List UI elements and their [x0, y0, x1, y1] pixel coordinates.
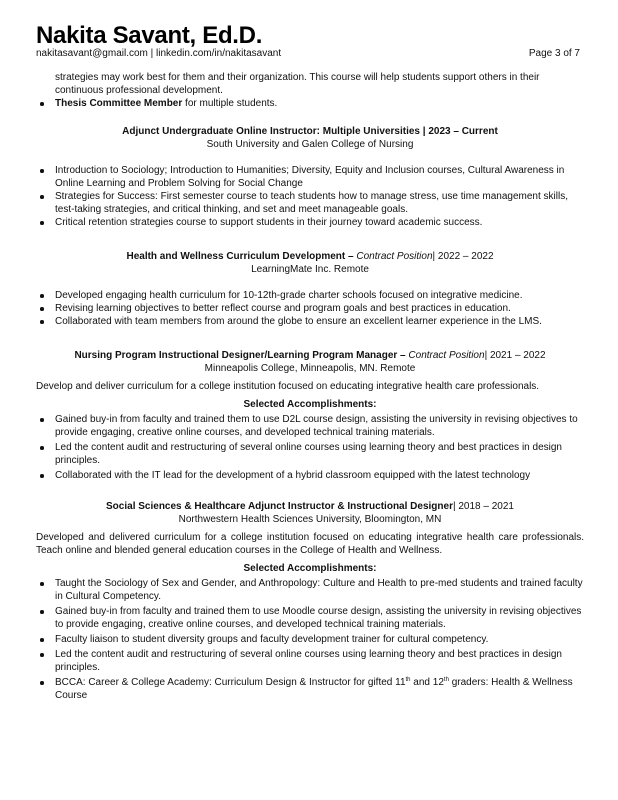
list-item: Introduction to Sociology; Introduction to Humanities; Diversity, Equity and Inclusion courses, Cultural Awareness in Online Learning and Problem Solving for Social Change [36, 164, 584, 190]
thesis-role: Thesis Committee Member [55, 98, 183, 109]
accomplishments-heading: Selected Accomplishments: [243, 563, 377, 574]
contact-line [36, 48, 584, 59]
list-item: BCCA: Career & College Academy: Curriculum Design & Instructor for gifted 11th and 12th graders: Health & Wellness Course [36, 676, 584, 702]
list-item: Taught the Sociology of Sex and Gender, and Anthropology: Culture and Health to pre-med students and trained faculty in Cultural Competency. [36, 577, 584, 603]
list-item: Led the content audit and restructuring of several online courses using learning theory and best practices in design principles. [36, 441, 584, 467]
contract-label: Contract Position [408, 350, 485, 361]
job-description: Develop and deliver curriculum for a college institution focused on educating integrative health care professionals. [36, 381, 540, 392]
contract-label: Contract Position [356, 251, 433, 262]
job-organization: Minneapolis College, Minneapolis, MN. Remote [204, 363, 416, 374]
list-item: Collaborated with team members from around the globe to ensure an excellent learner experience in the LMS. [36, 315, 584, 328]
list-item: Strategies for Success: First semester course to teach students how to manage stress, use time management skills, test-taking strategies, and critical thinking, and set and meet manageable goals. [36, 190, 584, 216]
job-entry [36, 500, 584, 702]
job-years: | 2021 – 2022 [484, 350, 546, 361]
list-item: Faculty liaison to student diversity groups and faculty development trainer for cultural competency. [36, 633, 584, 646]
job-title: Health and Wellness Curriculum Development – Contract Position| 2022 – 2022 [126, 251, 494, 262]
list-item: Collaborated with the IT lead for the development of a hybrid classroom equipped with the latest technology [36, 469, 584, 482]
job-entry [36, 250, 584, 328]
list-item: Revising learning objectives to better reflect course and program goals and best practices in education. [36, 302, 584, 315]
job-entry [36, 125, 584, 229]
job-organization: Northwestern Health Sciences University, Bloomington, MN [178, 514, 442, 525]
linkedin-link[interactable]: linkedin.com/in/nakitasavant [156, 48, 282, 59]
job-bullets [36, 289, 584, 328]
job-years: | 2023 – Current [422, 126, 498, 137]
job-years: | 2022 – 2022 [432, 251, 494, 262]
job-description: Developed and delivered curriculum for a college institution focused on educating integrative health care professionals. Teach online and blended general education courses in the College of Health and Wellness. [36, 532, 584, 556]
job-bullets [36, 577, 584, 702]
job-title: Adjunct Undergraduate Online Instructor: Multiple Universities | 2023 – Current [122, 126, 498, 137]
job-organization: South University and Galen College of Nursing [206, 139, 414, 150]
list-item: Critical retention strategies course to support students in their journey toward academic success. [36, 216, 584, 229]
carryover-list [36, 71, 584, 110]
job-years: | 2018 – 2021 [452, 501, 514, 512]
job-organization: LearningMate Inc. Remote [251, 264, 369, 275]
job-title: Nursing Program Instructional Designer/Learning Program Manager – Contract Position| 2021 – 2022 [74, 350, 546, 361]
job-entry [36, 349, 584, 482]
list-item: Developed engaging health curriculum for 10-12th-grade charter schools focused on integrative medicine. [36, 289, 584, 302]
job-title: Social Sciences & Healthcare Adjunct Instructor & Instructional Designer| 2018 – 2021 [106, 501, 514, 512]
list-item: Gained buy-in from faculty and trained them to use D2L course design, assisting the university in revising objectives to provide engaging, creative online courses, and developed technical training materials. [36, 413, 584, 439]
job-bullets [36, 164, 584, 229]
contact-separator: | [150, 48, 154, 59]
list-item-continued: strategies may work best for them and their organization. This course will help students support others in their continuous professional development. [55, 72, 540, 96]
contact-info [36, 48, 281, 59]
resume-body [36, 71, 584, 704]
page-indicator: Page 3 of 7 [528, 48, 580, 59]
list-item: Thesis Committee Member for multiple students. [36, 97, 584, 110]
candidate-name: Nakita Savant, Ed.D. [36, 22, 263, 49]
accomplishments-heading: Selected Accomplishments: [243, 399, 377, 410]
job-bullets [36, 413, 584, 482]
list-item: Led the content audit and restructuring of several online courses using learning theory and best practices in design principles. [36, 648, 584, 674]
list-item: Gained buy-in from faculty and trained them to use Moodle course design, assisting the university in revising objectives to provide engaging, creative online courses, and developed technical training materials. [36, 605, 584, 631]
email-link[interactable]: nakitasavant@gmail.com [36, 48, 148, 59]
